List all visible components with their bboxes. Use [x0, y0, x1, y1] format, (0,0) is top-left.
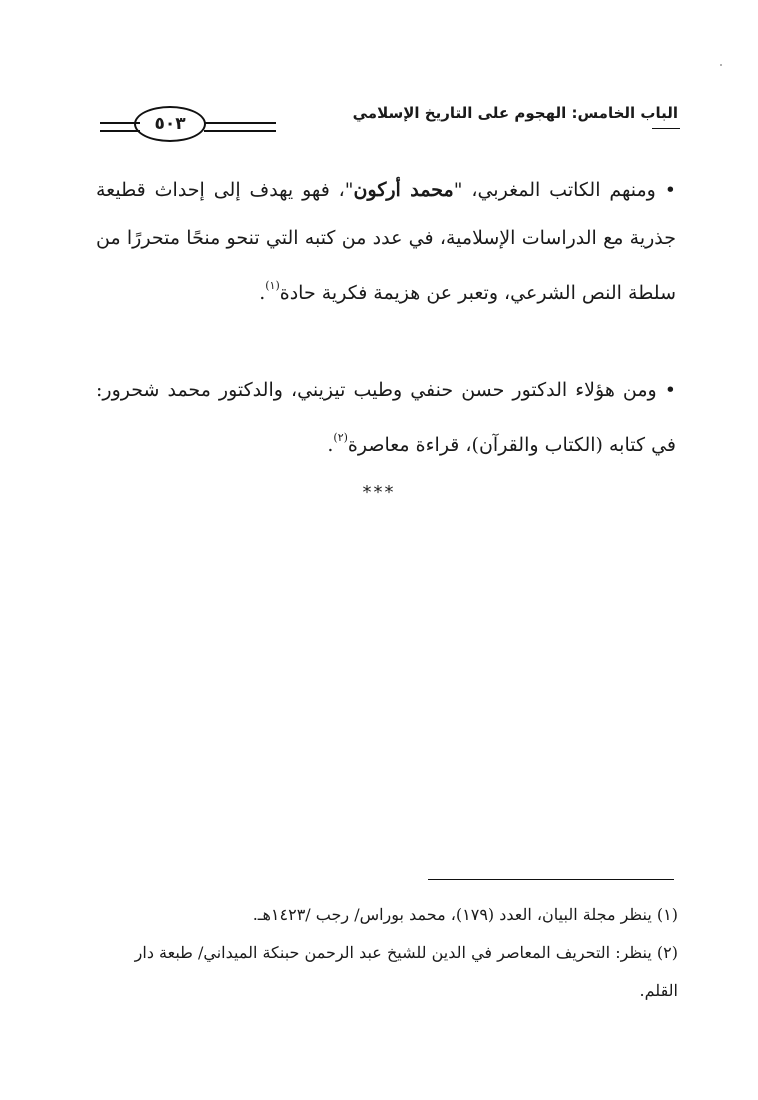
header-ornament-right: [204, 122, 276, 132]
paragraph-text: "، فهو يهدف إلى إحداث قطيعة جذرية مع الدراسات الإسلامية، في عدد من كتبه التي تنحو منحًا متحررًا من سلطة النص الشرعي، وتعبر عن هزيمة فكرية حادة: [96, 179, 676, 304]
footnote-1: (١) ينظر مجلة البيان، العدد (١٧٩)، محمد بوراس/ رجب /١٤٢٣هـ.: [252, 905, 678, 924]
paragraph-text: ومنهم الكاتب المغربي، ": [453, 179, 656, 201]
header-underline: [652, 128, 680, 129]
section-separator: ***: [362, 482, 396, 503]
paragraph-end: .: [259, 282, 266, 304]
paragraph-end: .: [327, 434, 334, 456]
footnote-2: (٢) ينظر: التحريف المعاصر في الدين للشيخ عبد الرحمن حبنكة الميداني/ طبعة دار القلم.: [134, 943, 678, 1000]
paragraph-2: [96, 366, 676, 469]
bullet: •: [664, 379, 676, 401]
paragraph-1: [96, 166, 676, 317]
running-header: [100, 98, 680, 158]
page-number-text: ٥٠٣: [154, 114, 186, 134]
chapter-title: الباب الخامس: الهجوم على التاريخ الإسلامي: [352, 104, 678, 122]
bold-name: محمد أركون: [353, 179, 454, 201]
paragraph-text: ومن هؤلاء الدكتور حسن حنفي وطيب تيزيني، والدكتور محمد شحرور: في كتابه (الكتاب والقرآن)، قراءة معاصرة: [96, 379, 676, 456]
footnotes: [110, 896, 678, 1010]
bullet: •: [664, 179, 676, 201]
page-number: [134, 106, 206, 142]
footnote-ref: (١): [265, 279, 280, 292]
scan-speck: [720, 64, 722, 66]
footnote-rule: [428, 879, 674, 880]
footnote-ref: (٢): [333, 431, 348, 444]
